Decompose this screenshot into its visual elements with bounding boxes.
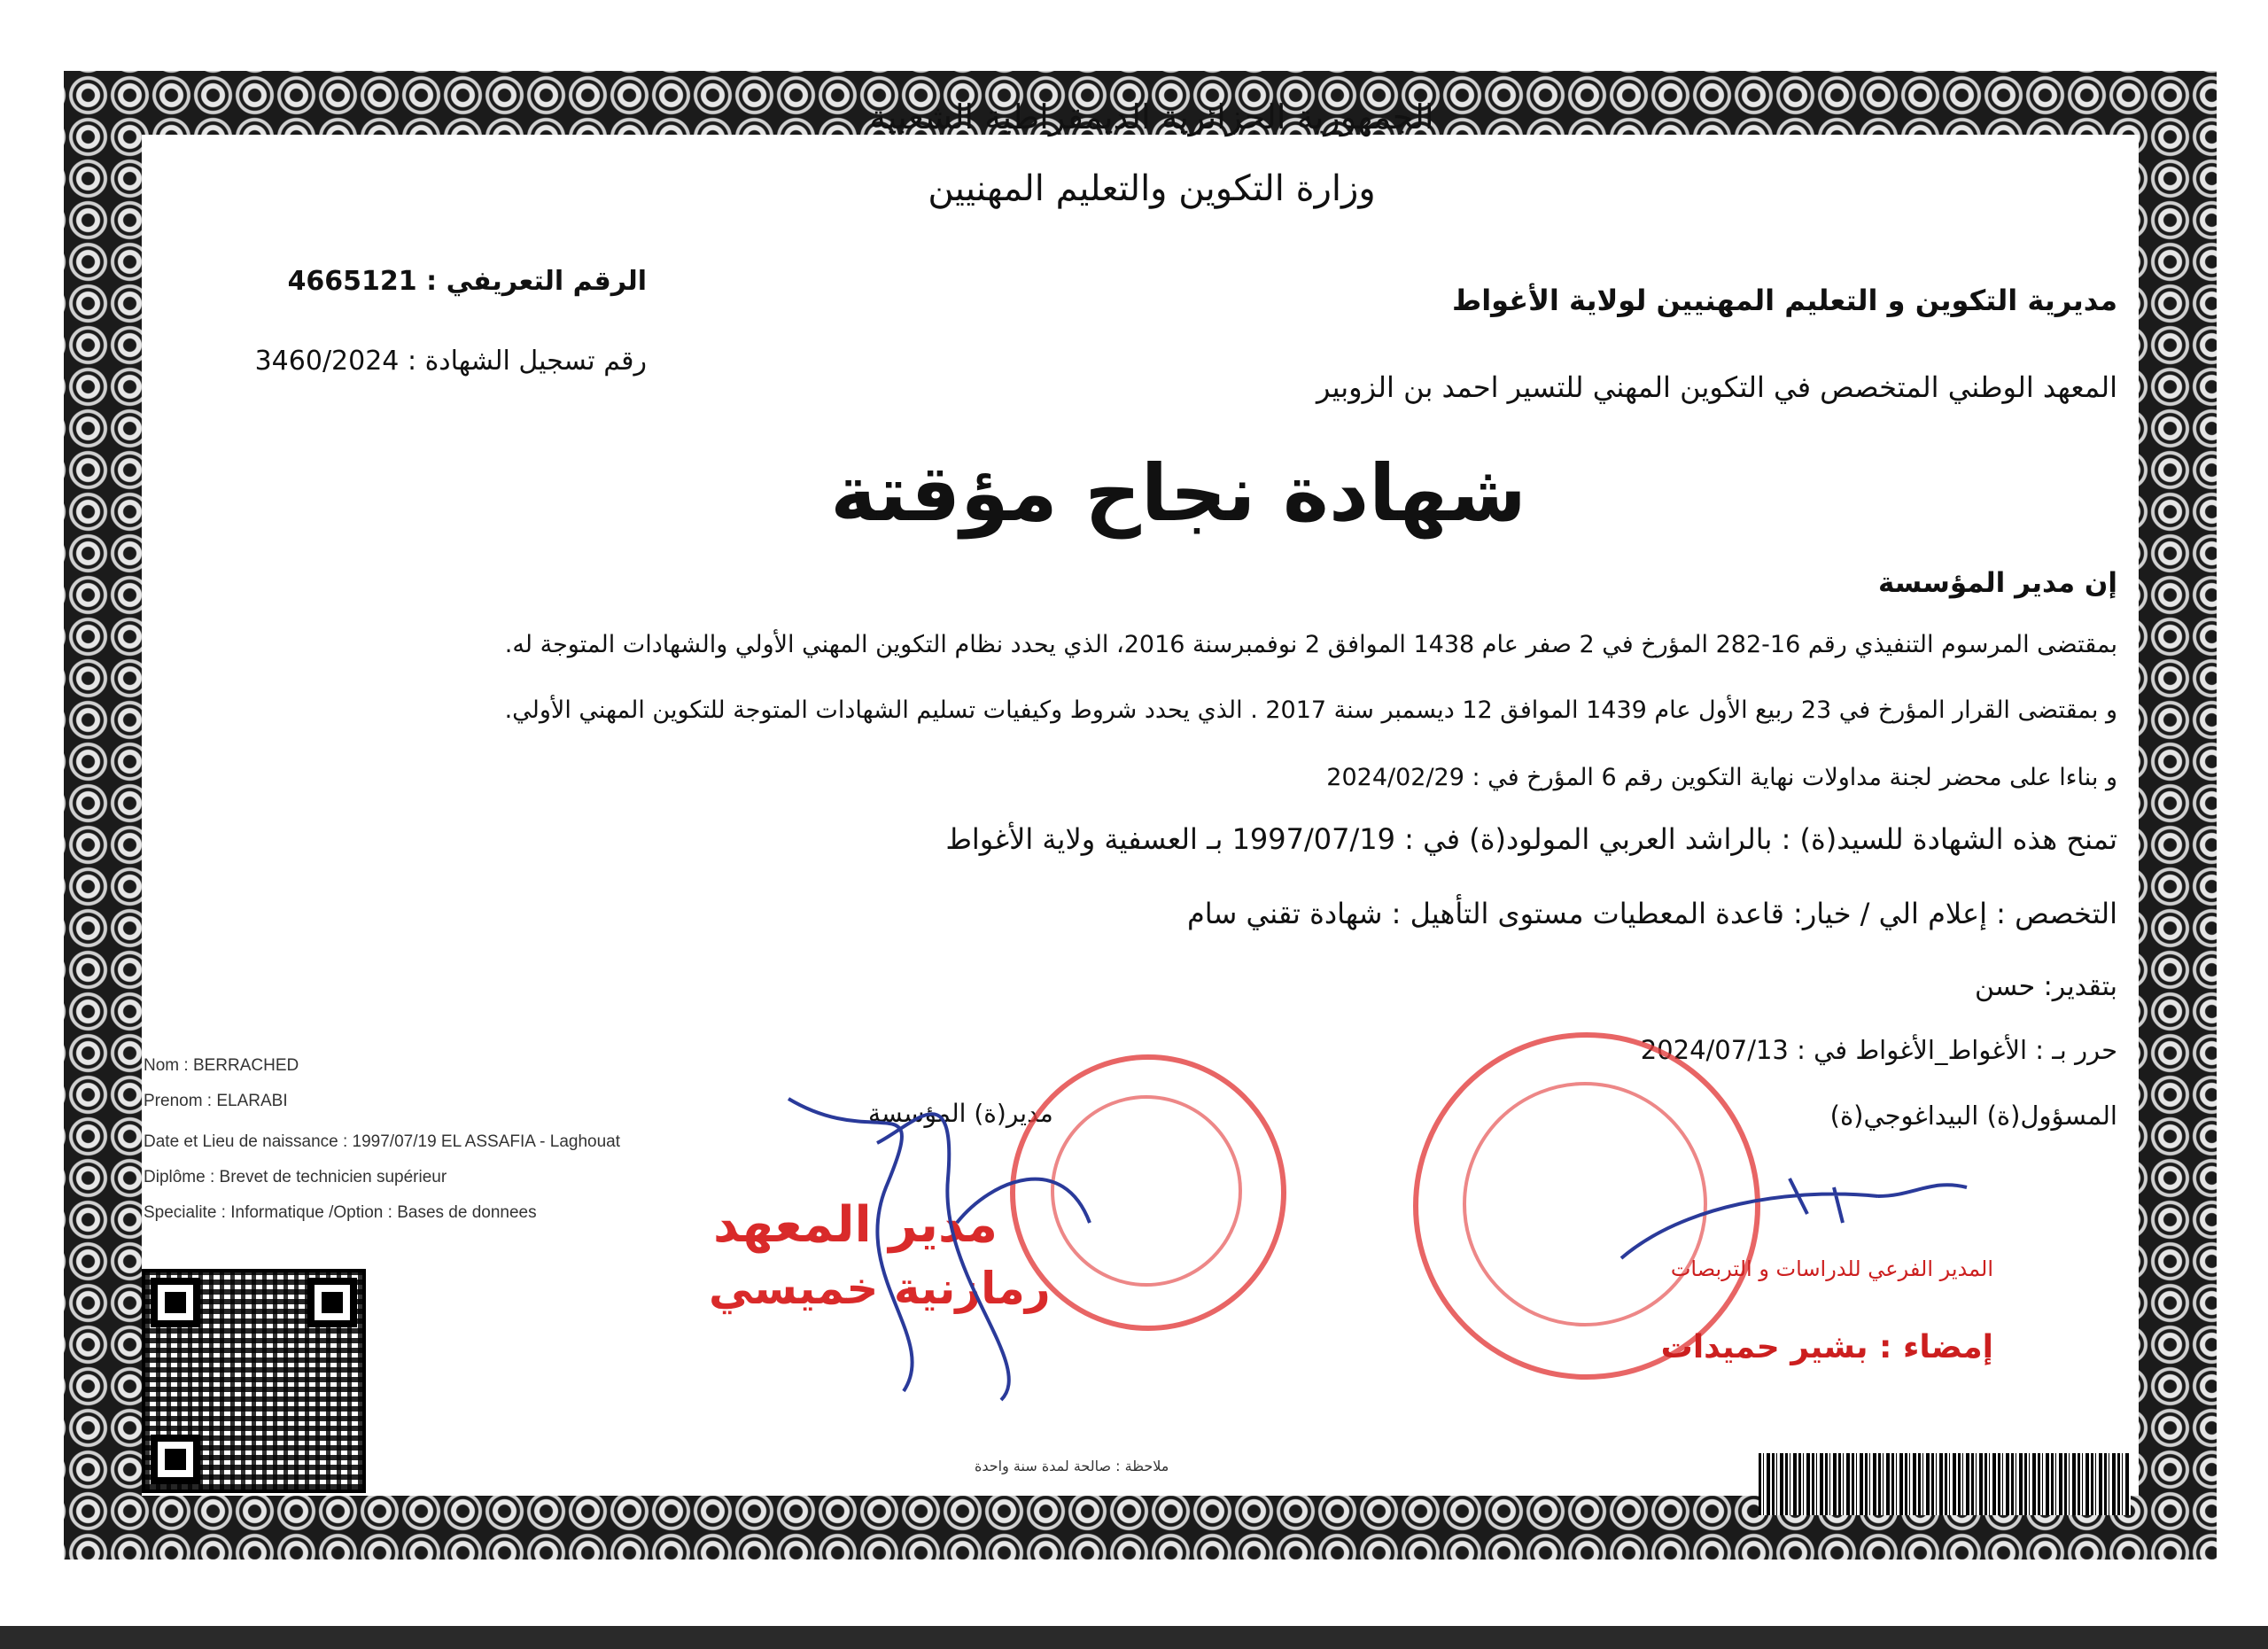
french-nom: Nom : BERRACHED xyxy=(144,1056,299,1075)
grant-line: تمنح هذه الشهادة للسيد(ة) : بالراشد العربي المولود(ة) في : 1997/07/19 بـ العسفية ولاية الأغواط xyxy=(945,822,2117,856)
registrar-label: المسؤول(ة) البيداغوجي(ة) xyxy=(1829,1101,2117,1131)
specialty-line: التخصص : إعلام الي / خيار: قاعدة المعطيات مستوى التأهيل : شهادة تقني سام xyxy=(1186,897,2117,930)
registration-number: رقم تسجيل الشهادة : 3460/2024 xyxy=(254,346,647,377)
decree-line-1: بمقتضى المرسوم التنفيذي رقم 16-282 المؤرخ في 2 صفر عام 1438 الموافق 2 نوفمبرسنة 2016، الذي يحدد نظام التكوين المهني الأولي والشهادات المتوجة له. xyxy=(504,631,2117,658)
french-specialty: Specialite : Informatique /Option : Bases de donnees xyxy=(144,1203,537,1222)
ministry-header: وزارة التكوين والتعليم المهنيين xyxy=(928,168,1376,209)
certificate-title: شهادة نجاح مؤقتة xyxy=(830,447,1526,539)
scan-edge xyxy=(0,1626,2268,1649)
issued-line: حرر بـ : الأغواط_الأغواط في : 2024/07/13 xyxy=(1640,1035,2117,1065)
french-diploma: Diplôme : Brevet de technicien supérieur xyxy=(144,1168,447,1186)
id-number: الرقم التعريفي : 4665121 xyxy=(287,266,647,297)
sub-director-signature-name: إمضاء : بشير حميدات xyxy=(1660,1329,1993,1365)
sub-director-title: المدير الفرعي للدراسات و التربصات xyxy=(1670,1256,1993,1281)
director-stamp-title: مدير المعهد xyxy=(713,1196,998,1254)
director-label: مدير(ة) المؤسسة xyxy=(868,1099,1053,1128)
decree-line-2: و بمقتضى القرار المؤرخ في 23 ربيع الأول عام 1439 الموافق 12 ديسمبر سنة 2017 . الذي يحدد شروط وكيفيات تسليم الشهادات المتوجة للتكوين المهني الأولي. xyxy=(504,696,2117,724)
directorate: مديرية التكوين و التعليم المهنيين لولاية الأغواط xyxy=(1451,284,2117,317)
director-stamp-name: رمازنية خميسي xyxy=(709,1263,1051,1314)
french-prenom: Prenom : ELARABI xyxy=(144,1092,288,1110)
barcode xyxy=(1759,1453,2131,1515)
qr-code xyxy=(142,1269,366,1493)
minutes-line: و بناءا على محضر لجنة مداولات نهاية التكوين رقم 6 المؤرخ في : 2024/02/29 xyxy=(1326,764,2117,791)
institute: المعهد الوطني المتخصص في التكوين المهني للتسير احمد بن الزوبير xyxy=(1316,370,2117,404)
validity-note: ملاحظة : صالحة لمدة سنة واحدة xyxy=(975,1458,1169,1474)
director-signature xyxy=(771,1046,1143,1418)
sub-director-signature xyxy=(1612,1152,1984,1294)
intro-line: إن مدير المؤسسة xyxy=(1877,567,2117,599)
republic-header: الجمهورية الجزائرية الديمقراطية الشعبية xyxy=(869,97,1434,136)
french-birth: Date et Lieu de naissance : 1997/07/19 EL ASSAFIA - Laghouat xyxy=(144,1132,621,1151)
grade-line: بتقدير: حسن xyxy=(1974,971,2117,1002)
